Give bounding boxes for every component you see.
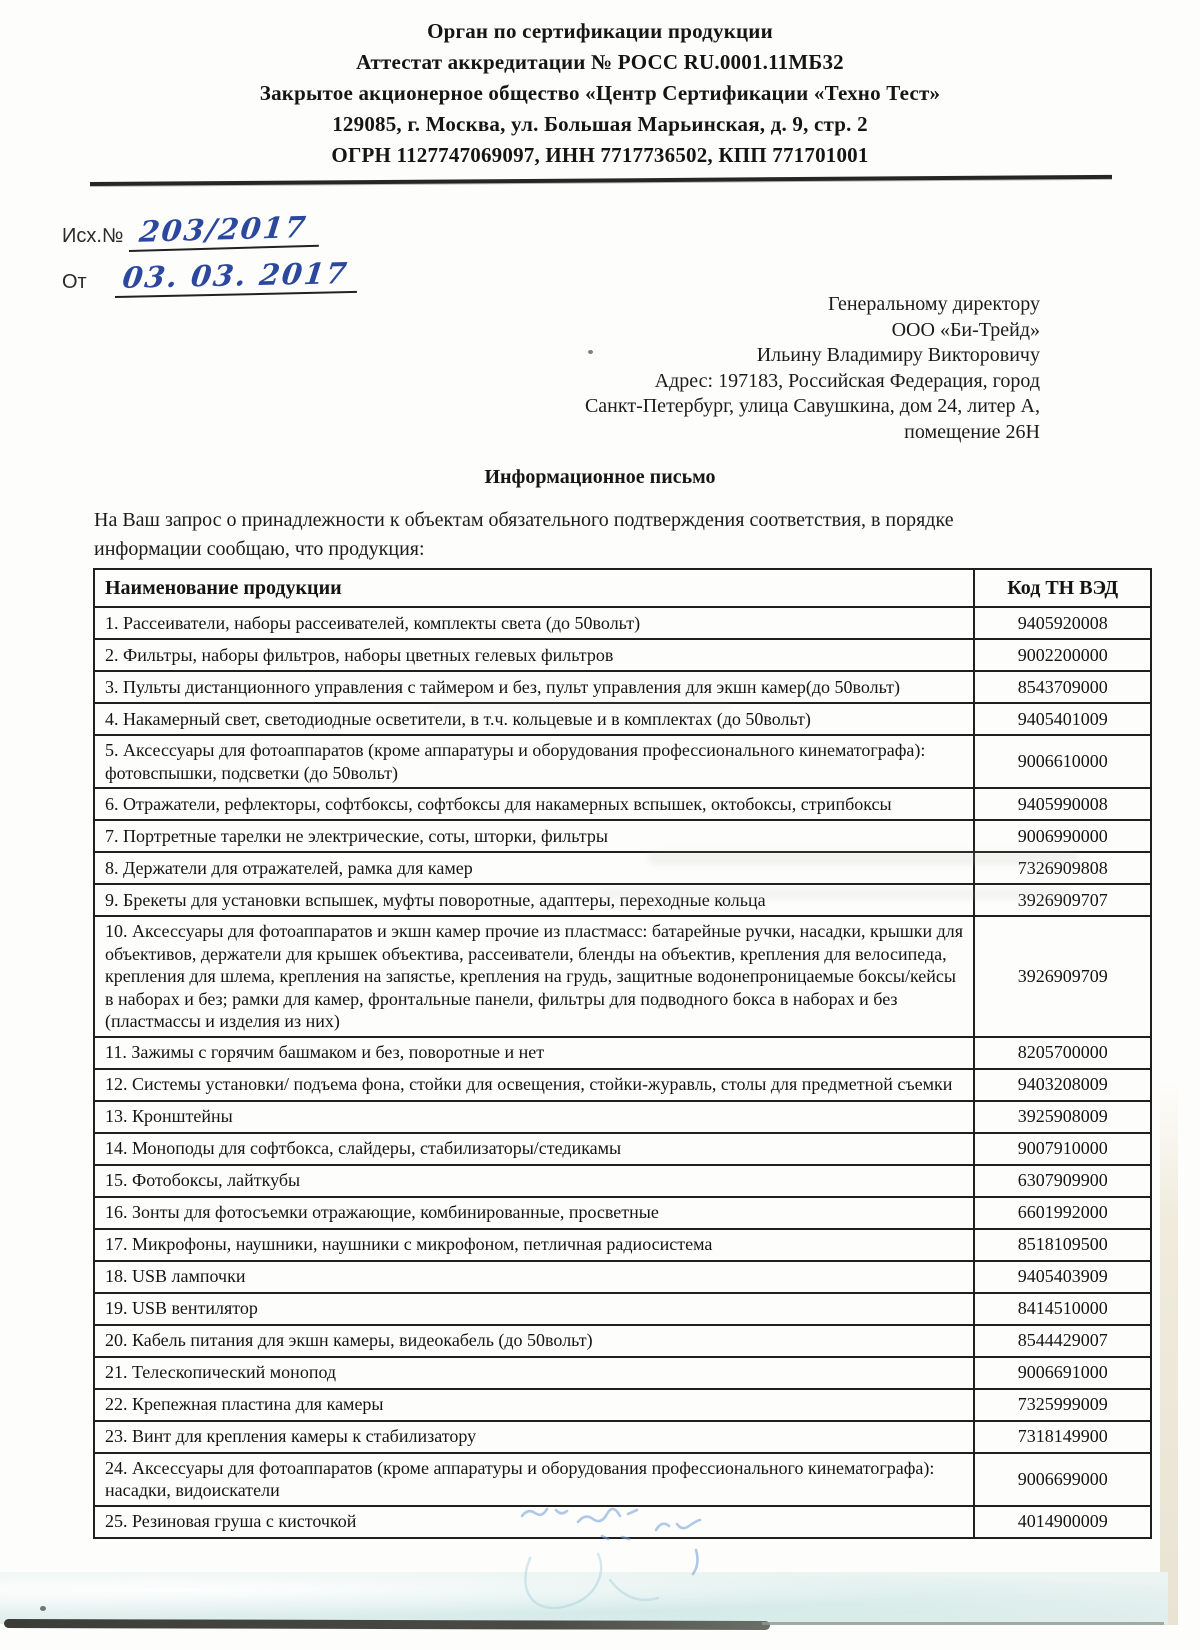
product-code-cell: 7326909808 (974, 852, 1151, 884)
product-code-cell: 8414510000 (974, 1293, 1151, 1325)
outgoing-number-label: Исх.№ (62, 225, 124, 247)
table-row (94, 1506, 1151, 1538)
letterhead-line: ОГРН 1127747069097, ИНН 7717736502, КПП 771701001 (331, 143, 869, 167)
table-header-name: Наименование продукции (94, 569, 974, 607)
table-row (94, 1229, 1151, 1261)
product-code-cell: 9405920008 (974, 607, 1151, 639)
product-name-cell: 9. Брекеты для установки вспышек, муфты поворотные, адаптеры, переходные кольца (94, 884, 974, 916)
product-name-cell: 22. Крепежная пластина для камеры (94, 1389, 974, 1421)
product-code-cell: 9006699000 (974, 1453, 1151, 1506)
product-name-cell: 20. Кабель питания для экшн камеры, видеокабель (до 50вольт) (94, 1325, 974, 1357)
product-code-cell: 3925908009 (974, 1101, 1151, 1133)
letterhead-line: Закрытое акционерное общество «Центр Сертификации «Техно Тест» (259, 81, 941, 105)
product-name-cell: 10. Аксессуары для фотоаппаратов и экшн камер прочие из пластмасс: батарейные ручки, насадки, крышки для объективов, держатели для крышек объектива, рассеиватели, бленды на объектив, крепления для велосипеда, крепления для шлема, крепления на запястье, крепления на грудь, защитные водонепроницаемые боксы/кейсы в наборах и без; рамки для камер, фронтальные панели, фильтры для подводного бокса в наборах и без (пластмассы и изделия из них) (94, 916, 974, 1037)
product-code-cell: 7325999009 (974, 1389, 1151, 1421)
date-label: От (62, 271, 87, 293)
table-row (94, 1357, 1151, 1389)
product-name-cell: 6. Отражатели, рефлекторы, софтбоксы, софтбоксы для накамерных вспышек, октобоксы, стрипбоксы (94, 788, 974, 820)
table-row (94, 1197, 1151, 1229)
product-name-cell: 14. Моноподы для софтбокса, слайдеры, стабилизаторы/стедикамы (94, 1133, 974, 1165)
addressee-line: Ильину Владимиру Викторовичу (756, 344, 1040, 366)
product-code-cell: 6601992000 (974, 1197, 1151, 1229)
ink-bleed-ghost-text (430, 700, 730, 710)
table-row (94, 788, 1151, 820)
letterhead (0, 16, 1200, 171)
table-row (94, 1325, 1151, 1357)
product-name-cell: 15. Фотобоксы, лайткубы (94, 1165, 974, 1197)
ink-bleed-ghost-text (648, 852, 1078, 865)
product-code-cell: 9403208009 (974, 1069, 1151, 1101)
product-name-cell: 23. Винт для крепления камеры к стабилизатору (94, 1421, 974, 1453)
addressee-line: Генеральному директору (827, 293, 1040, 315)
product-name-cell: 3. Пульты дистанционного управления с таймером и без, пульт управления для экшн камер(до 50вольт) (94, 671, 974, 703)
letterhead-line: Орган по сертификации продукции (427, 19, 773, 43)
letterhead-divider (90, 175, 1112, 186)
product-code-cell: 6307909900 (974, 1165, 1151, 1197)
addressee-line: помещение 26Н (904, 420, 1040, 443)
reference-block (62, 206, 357, 298)
product-code-cell: 9007910000 (974, 1133, 1151, 1165)
product-name-cell: 2. Фильтры, наборы фильтров, наборы цветных гелевых фильтров (94, 639, 974, 671)
scan-bottom-edge (762, 1622, 1164, 1625)
paper-speck (40, 1606, 46, 1611)
scan-bottom-tint (0, 1572, 1168, 1624)
scan-bottom-edge (4, 1619, 770, 1630)
letterhead-line: 129085, г. Москва, ул. Большая Марьинская, д. 9, стр. 2 (332, 112, 868, 136)
outgoing-number-line (128, 210, 319, 252)
table-row (94, 1165, 1151, 1197)
product-name-cell: 1. Рассеиватели, наборы рассеивателей, комплекты света (до 50вольт) (94, 607, 974, 639)
date-line (114, 256, 357, 298)
outgoing-number-row (62, 206, 357, 252)
table-row (94, 1101, 1151, 1133)
product-table (93, 568, 1152, 1539)
product-name-cell: 4. Накамерный свет, светодиодные осветители, в т.ч. кольцевые и в комплектах (до 50вольт) (94, 703, 974, 735)
product-code-cell: 8205700000 (974, 1037, 1151, 1069)
product-name-cell: 16. Зонты для фотосъемки отражающие, комбинированные, просветные (94, 1197, 974, 1229)
addressee-line: Санкт-Петербург, улица Савушкина, дом 24, литер А, (584, 395, 1040, 417)
product-name-cell: 7. Портретные тарелки не электрические, соты, шторки, фильтры (94, 820, 974, 852)
letterhead-line: Аттестат аккредитации № РОСС RU.0001.11МБ32 (356, 50, 844, 74)
product-code-cell: 9405403909 (974, 1261, 1151, 1293)
table-row (94, 1069, 1151, 1101)
product-code-cell: 9006990000 (974, 820, 1151, 852)
table-row (94, 1293, 1151, 1325)
product-code-cell: 9002200000 (974, 639, 1151, 671)
product-code-cell: 8543709000 (974, 671, 1151, 703)
table-row (94, 1261, 1151, 1293)
product-code-cell: 8544429007 (974, 1325, 1151, 1357)
table-row (94, 1037, 1151, 1069)
product-code-cell: 9405990008 (974, 788, 1151, 820)
product-name-cell: 8. Держатели для отражателей, рамка для камер (94, 852, 974, 884)
letter-title: Информационное письмо (484, 466, 716, 488)
product-name-cell: 18. USB лампочки (94, 1261, 974, 1293)
table-row (94, 607, 1151, 639)
scan-edge-band (1160, 1080, 1178, 1625)
outgoing-number-value: 203/2017 (138, 209, 310, 249)
date-row (62, 252, 357, 298)
product-code-cell: 7318149900 (974, 1421, 1151, 1453)
product-table-body (94, 607, 1151, 1538)
product-name-cell: 13. Кронштейны (94, 1101, 974, 1133)
product-code-cell: 9405401009 (974, 703, 1151, 735)
product-code-cell: 3926909707 (974, 884, 1151, 916)
product-code-cell: 3926909709 (974, 916, 1151, 1037)
product-name-cell: 12. Системы установки/ подъема фона, стойки для освещения, стойки-журавль, столы для предметной съемки (94, 1069, 974, 1101)
product-name-cell: 5. Аксессуары для фотоаппаратов (кроме аппаратуры и оборудования профессионального кинематографа): фотовспышки, подсветки (до 50вольт) (94, 735, 974, 788)
product-code-cell: 9006691000 (974, 1357, 1151, 1389)
table-header-row (94, 569, 1151, 607)
product-name-cell: 19. USB вентилятор (94, 1293, 974, 1325)
product-name-cell: 25. Резиновая груша с кисточкой (94, 1506, 974, 1538)
product-code-cell: 8518109500 (974, 1229, 1151, 1261)
product-name-cell: 24. Аксессуары для фотоаппаратов (кроме аппаратуры и оборудования профессионального кинематографа): насадки, видоискатели (94, 1453, 974, 1506)
addressee-block (400, 292, 1040, 445)
product-name-cell: 21. Телескопический монопод (94, 1357, 974, 1389)
table-header-code: Код ТН ВЭД (974, 569, 1151, 607)
addressee-line: ООО «Би-Трейд» (891, 318, 1040, 341)
product-name-cell: 11. Зажимы с горячим башмаком и без, поворотные и нет (94, 1037, 974, 1069)
intro-paragraph: На Ваш запрос о принадлежности к объектам обязательного подтверждения соответствия, в порядке информации сообщаю, что продукция: (94, 509, 954, 560)
table-row (94, 1133, 1151, 1165)
table-row (94, 1453, 1151, 1506)
table-row (94, 735, 1151, 788)
table-row (94, 1421, 1151, 1453)
table-row (94, 1389, 1151, 1421)
product-code-cell: 4014900009 (974, 1506, 1151, 1538)
ink-bleed-ghost-text (600, 888, 1070, 900)
table-row (94, 639, 1151, 671)
date-value: 03. 03. 2017 (120, 256, 351, 295)
table-row (94, 671, 1151, 703)
addressee-line: Адрес: 197183, Российская Федерация, город (654, 369, 1040, 392)
table-row (94, 916, 1151, 1037)
table-row (94, 820, 1151, 852)
paper-speck (588, 350, 593, 354)
product-code-cell: 9006610000 (974, 735, 1151, 788)
product-name-cell: 17. Микрофоны, наушники, наушники с микрофоном, петличная радиосистема (94, 1229, 974, 1261)
